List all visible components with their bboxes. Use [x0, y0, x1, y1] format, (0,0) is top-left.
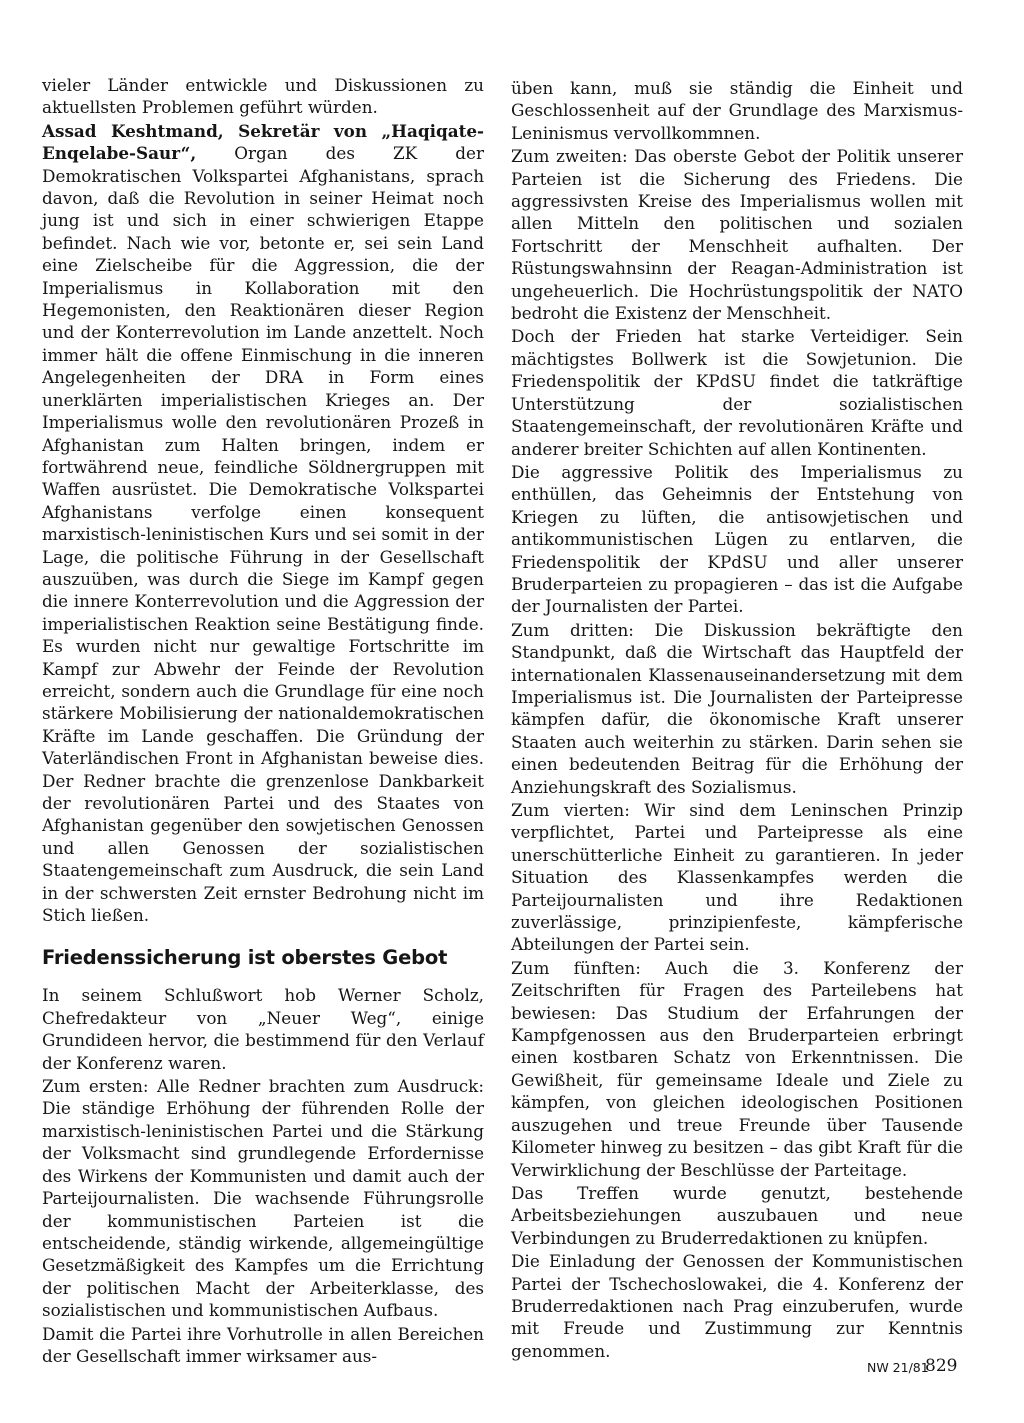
issue-reference: NW 21/81: [867, 1360, 929, 1375]
page-number: 829: [925, 1356, 958, 1376]
paragraph: Zum dritten: Die Diskussion bekräftigte den Standpunkt, daß die Wirtschaft das Hauptfeld der internationalen Klassenauseinandersetzung mit dem Imperialismus ist. Die Journalisten der Parteipresse kämpfen dafür, die ökonomische Kraft unserer Staaten auch weiterhin zu stärken. Darin sehen sie einen bedeutenden Beitrag für die Erhöhung der Anziehungskraft des Sozialismus.: [511, 619, 963, 797]
section-heading: Friedenssicherung ist oberstes Gebot: [42, 946, 448, 970]
paragraph: Doch der Frieden hat starke Verteidiger. Sein mächtigstes Bollwerk ist die Sowjetunion. Die Friedenspolitik der KPdSU findet die tatkräftige Unterstützung der sozialistischen Staatengemeinschaft, der revolutionären Kräfte und anderer breiter Schichten auf allen Kontinenten.: [511, 326, 963, 459]
paragraph: vieler Länder entwickle und Diskussionen zu aktuellsten Problemen geführt würden.: [42, 75, 484, 118]
paragraph: Damit die Partei ihre Vorhutrolle in allen Bereichen der Gesellschaft immer wirksamer aus-: [42, 1323, 484, 1366]
paragraph: Das Treffen wurde genutzt, bestehende Arbeitsbeziehungen auszubauen und neue Verbindungen zu Bruderredaktionen zu knüpfen.: [511, 1182, 963, 1248]
paragraph: Zum zweiten: Das oberste Gebot der Politik unserer Parteien ist die Sicherung des Friedens. Die aggressivsten Kreise des Imperialismus wollen mit allen Mitteln den politischen und sozialen Fortschritt der Menschheit aufhalten. Der Rüstungswahnsinn der Reagan-Administration ist ungeheuerlich. Die Hochrüstungspolitik der NATO bedroht die Existenz der Menschheit.: [511, 146, 963, 324]
paragraph-speaker-keshtmand: [42, 120, 484, 927]
paragraph: Zum ersten: Alle Redner brachten zum Ausdruck: Die ständige Erhöhung der führenden Rolle der marxistisch-leninistischen Partei und die Stärkung der Volksmacht sind grundlegende Erfordernisse des Wirkens der Kommunisten und damit auch der Parteijournalisten. Die wachsende Führungsrolle der kommunistischen Parteien ist die entscheidende, ständig wirkende, allgemeingültige Gesetzmäßigkeit des Kampfes um die Errichtung der politischen Macht der Arbeiterklasse, des sozialistischen und kommunistischen Aufbaus.: [42, 1076, 484, 1321]
left-column: [42, 74, 484, 1368]
paragraph: In seinem Schlußwort hob Werner Scholz, Chefredakteur von „Neuer Weg“, einige Grundideen hervor, die bestimmend für den Verlauf der Konferenz waren.: [42, 985, 484, 1073]
paragraph-text: Organ des ZK der Demokratischen Volkspartei Afghanistans, sprach davon, daß die Revolution in seiner Heimat noch jung ist und sich in einer schwierigen Etappe befindet. Nach wie vor, betonte er, sei sein Land eine Zielscheibe für die Aggression, die der Imperialismus in Kollaboration mit den Hegemonisten, den Reaktionären dieser Region und der Konterrevolution im Lande anzettelt. Noch immer hält die offene Einmischung in die inneren Angelegenheiten der DRA in Form eines unerklärten imperialistischen Krieges an. Der Imperialismus wolle den revolutionären Prozeß in Afghanistan zum Halten bringen, indem er fortwährend neue, feindliche Söldnergruppen mit Waffen ausrüstet. Die Demokratische Volkspartei Afghanistans verfolge einen konsequent marxistisch-leninistischen Kurs und sei somit in der Lage, die politische Führung in der Gesellschaft auszuüben, was durch die Siege im Kampf gegen die innere Konterrevolution und die Aggression der imperialistischen Reaktion seine Bestätigung finde. Es wurden nicht nur gewaltige Fortschritte im Kampf zur Abwehr der Feinde der Revolution erreicht, sondern auch die Grundlage für eine noch stärkere Mobilisierung der nationaldemokratischen Kräfte im Lande geschaffen. Die Gründung der Vaterländischen Front in Afghanistan beweise dies. Der Redner brachte die grenzenlose Dankbarkeit der revolutionären Partei und des Staates von Afghanistan gegenüber den sowjetischen Genossen und allen Genossen der sozialistischen Staatengemeinschaft zum Ausdruck, die sein Land in der schwersten Zeit ernster Bedrohung nicht im Stich ließen.: [42, 143, 484, 926]
speaker-name: Assad Keshtmand, Sekretär von „Haqiqate-Enqelabe-Saur“,: [42, 120, 484, 164]
paragraph: Die aggressive Politik des Imperialismus zu enthüllen, das Geheimnis der Entstehung von Kriegen zu lüften, die antisowjetischen und antikommunistischen Lügen zu entlarven, die Friedenspolitik der KPdSU und aller unserer Bruderparteien zu propagieren – das ist die Aufgabe der Journalisten der Partei.: [511, 461, 963, 617]
paragraph: Zum fünften: Auch die 3. Konferenz der Zeitschriften für Fragen des Parteilebens hat bewiesen: Das Studium der Erfahrungen der Kampfgenossen aus den Bruderparteien erbringt einen kostbaren Schatz von Erkenntnissen. Die Gewißheit, für gemeinsame Ideale und Ziele zu kämpfen, von gleichen ideologischen Positionen auszugehen und treue Freunde über Tausende Kilometer hinweg zu besitzen – das gibt Kraft für die Verwirklichung der Beschlüsse der Parteitage.: [511, 957, 963, 1180]
paragraph: Die Einladung der Genossen der Kommunistischen Partei der Tschechoslowakei, die 4. Konferenz der Bruderredaktionen nach Prag einzuberufen, wurde mit Freude und Zustimmung zur Kenntnis genommen.: [511, 1251, 963, 1361]
right-column: [511, 77, 963, 1363]
paragraph: üben kann, muß sie ständig die Einheit und Geschlossenheit auf der Grundlage des Marxismus-Leninismus vervollkommnen.: [511, 78, 963, 143]
paragraph: Zum vierten: Wir sind dem Leninschen Prinzip verpflichtet, Partei und Parteipresse als eine unerschütterliche Einheit zu garantieren. In jeder Situation des Klassenkampfes werden die Parteijournalisten und ihre Redaktionen zuverlässige, prinzipienfeste, kämpferische Abteilungen der Partei sein.: [511, 800, 963, 955]
